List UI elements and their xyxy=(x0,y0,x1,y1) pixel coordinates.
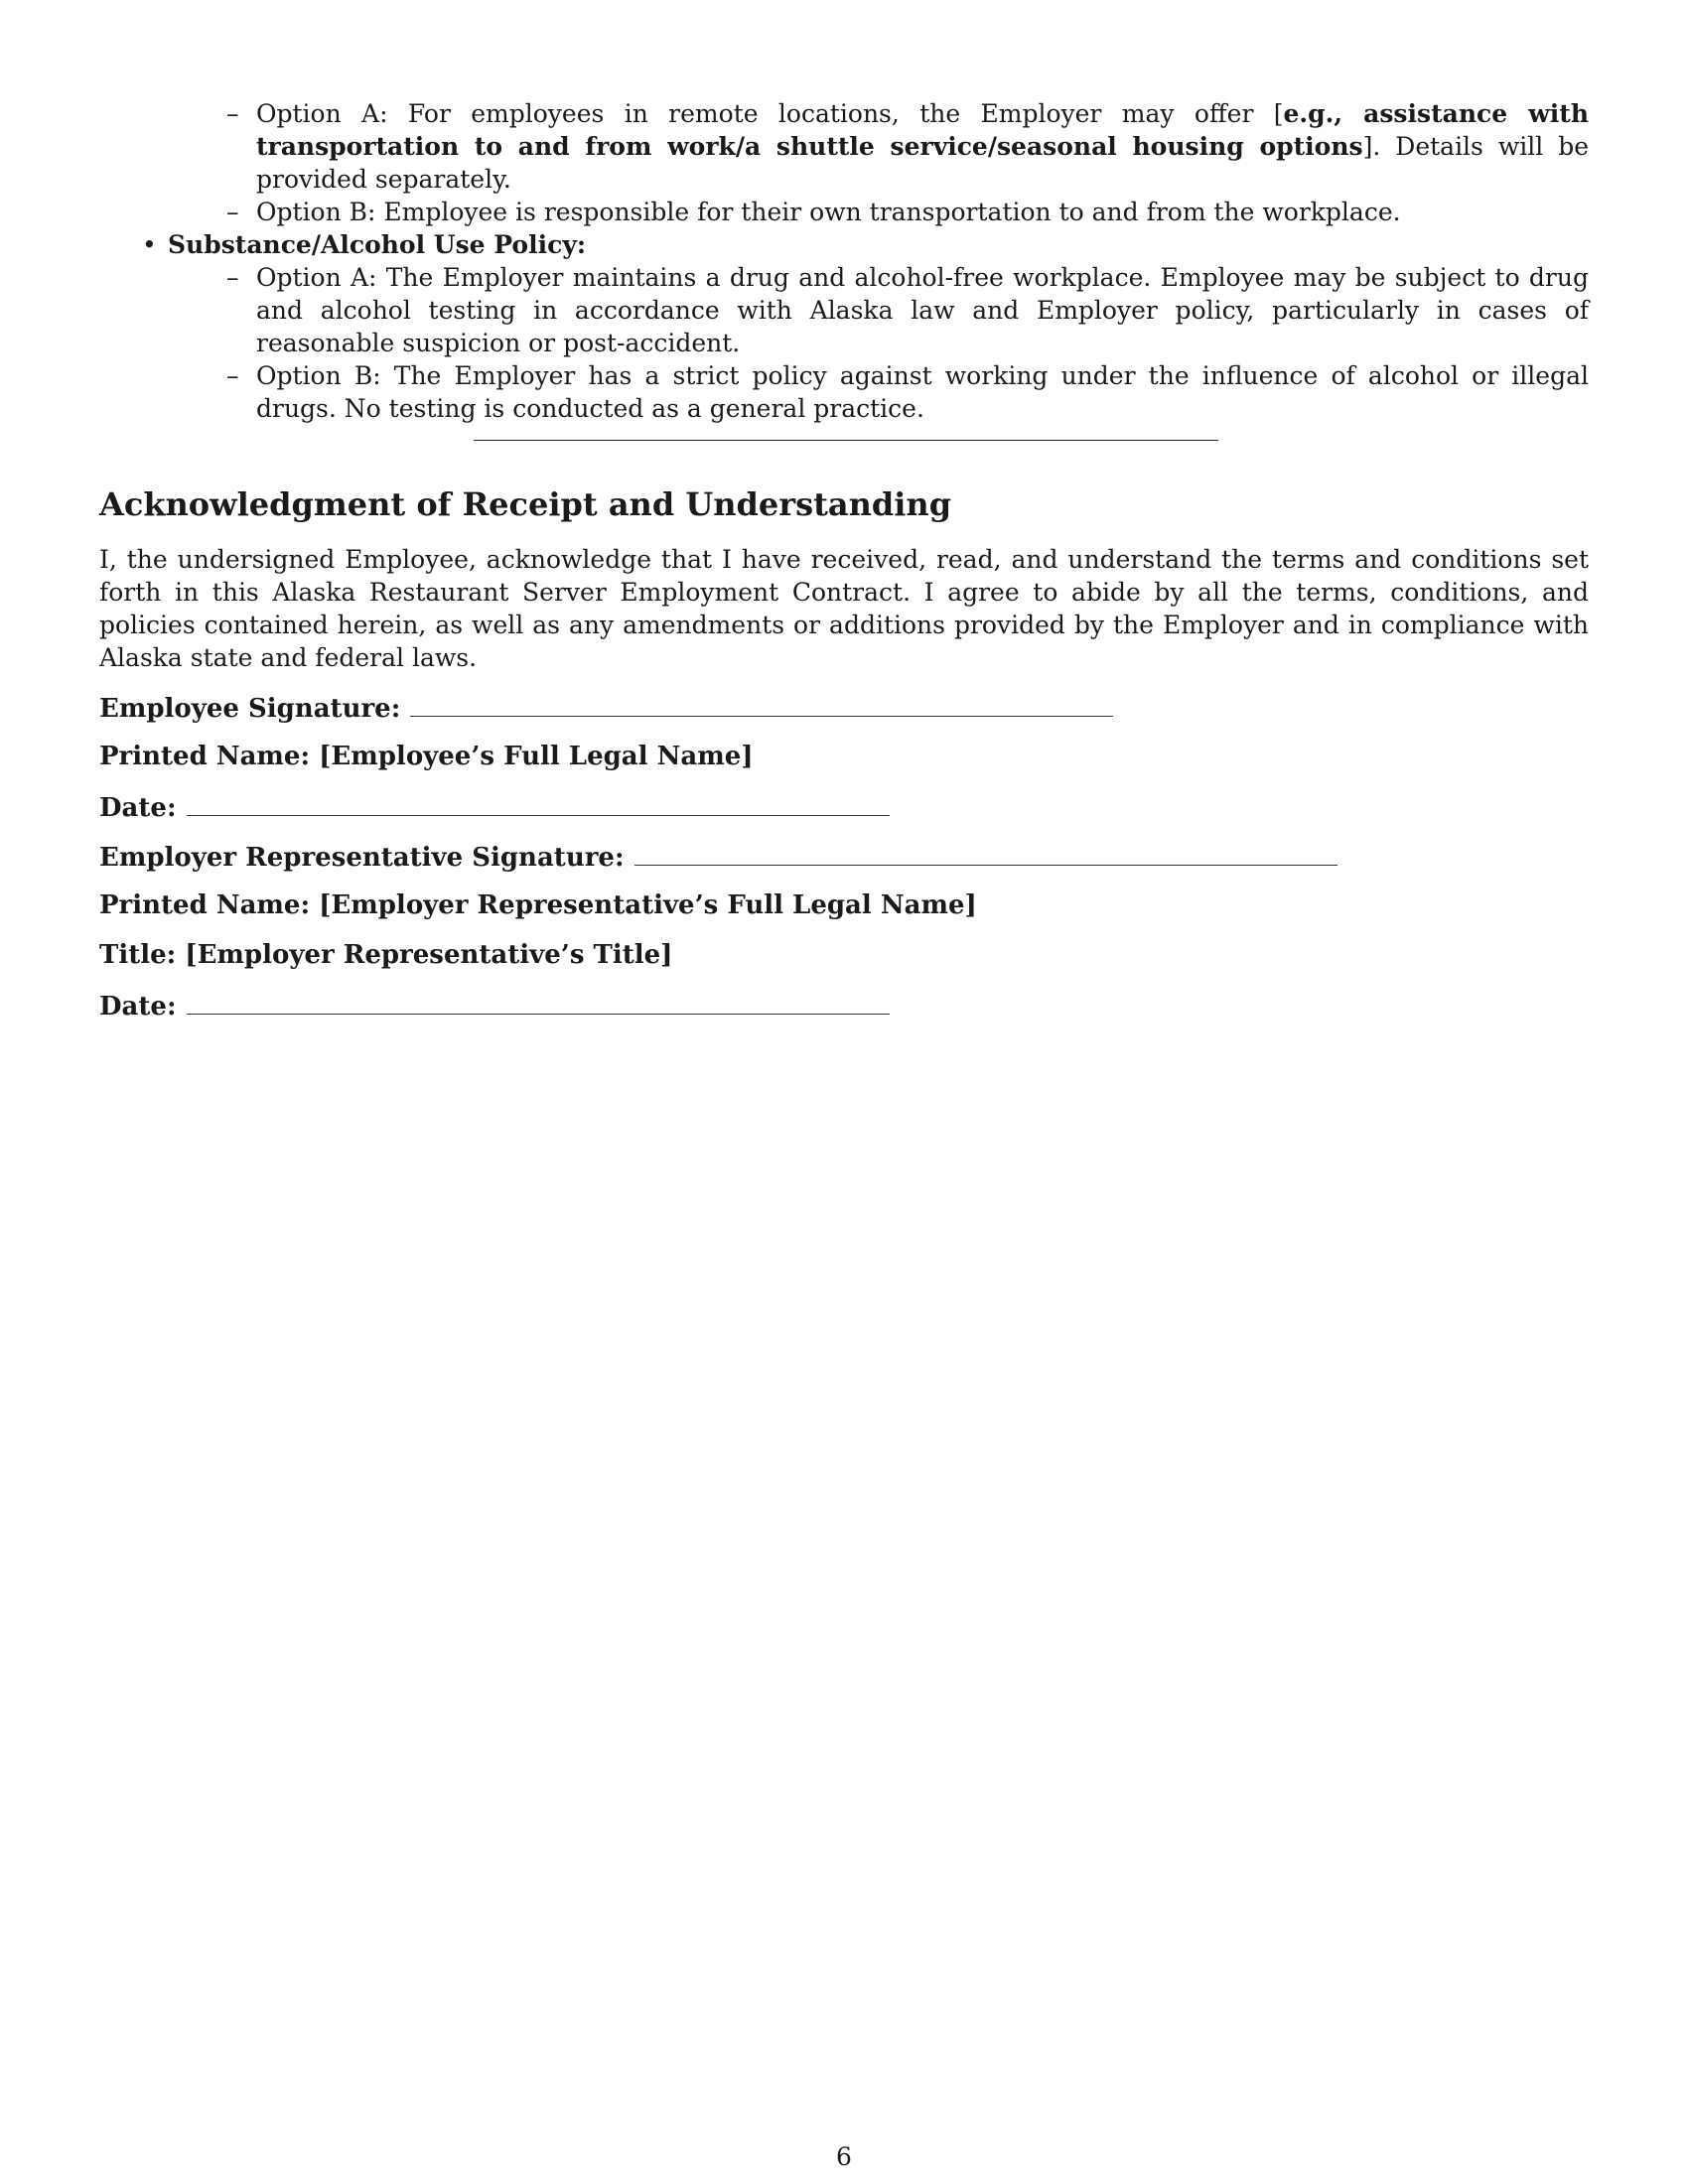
dash-marker: – xyxy=(226,263,239,292)
employer-printed-name: Printed Name: [Employer Representative’s Full Legal Name] xyxy=(99,890,977,920)
employer-title: Title: [Employer Representative’s Title] xyxy=(99,940,673,970)
transport-option-a: – Option A: For employees in remote locations, the Employer may offer [e.g., assistance with transportation to and from work/a shuttle service/seasonal housing options]. Details will be provided separately. xyxy=(226,99,1589,194)
dash-marker: – xyxy=(226,361,239,390)
bullet-marker: • xyxy=(142,230,157,259)
transport-option-b: – Option B: Employee is responsible for their own transportation to and from the workplace. xyxy=(226,198,1401,226)
acknowledgment-paragraph: I, the undersigned Employee, acknowledge that I have received, read, and understand the terms and conditions set forth in this Alaska Restaurant Server Employment Contract. I agree to abide by all the terms, conditions, and policies contained herein, as well as any amendments or additions provided by the Employer and in compliance with Alaska state and federal laws. xyxy=(99,545,1589,672)
acknowledgment-title: Acknowledgment of Receipt and Understanding xyxy=(99,485,952,523)
substance-option-b: – Option B: The Employer has a strict policy against working under the influence of alcohol or illegal drugs. No testing is conducted as a general practice. xyxy=(226,361,1589,423)
contract-page-content xyxy=(99,97,1589,425)
page-number: 6 xyxy=(836,2142,852,2171)
employee-printed-name: Printed Name: [Employee’s Full Legal Name] xyxy=(99,742,754,771)
substance-policy-heading: • Substance/Alcohol Use Policy: xyxy=(142,230,587,259)
dash-marker: – xyxy=(226,198,239,226)
employer-signature-line[interactable] xyxy=(634,839,1337,866)
section-divider xyxy=(474,440,1218,441)
transport-option-a-placeholder: e.g., assistance with transportation to and from work/a shuttle service/seasonal housing options xyxy=(256,99,1589,161)
substance-option-a: – Option A: The Employer maintains a drug and alcohol-free workplace. Employee may be subject to drug and alcohol testing in accordance with Alaska law and Employer policy, particularly in cases of reasonable suspicion or post-accident. xyxy=(226,263,1589,357)
employee-signature-line[interactable] xyxy=(410,690,1113,717)
employer-signature-field: Employer Representative Signature: xyxy=(99,839,1337,875)
employer-date-line[interactable] xyxy=(187,988,890,1015)
employee-date-line[interactable] xyxy=(187,789,890,816)
dash-marker: – xyxy=(226,99,239,128)
employer-date-field: Date: xyxy=(99,988,890,1024)
employee-date-field: Date: xyxy=(99,789,890,825)
employee-signature-field: Employee Signature: xyxy=(99,690,1113,726)
